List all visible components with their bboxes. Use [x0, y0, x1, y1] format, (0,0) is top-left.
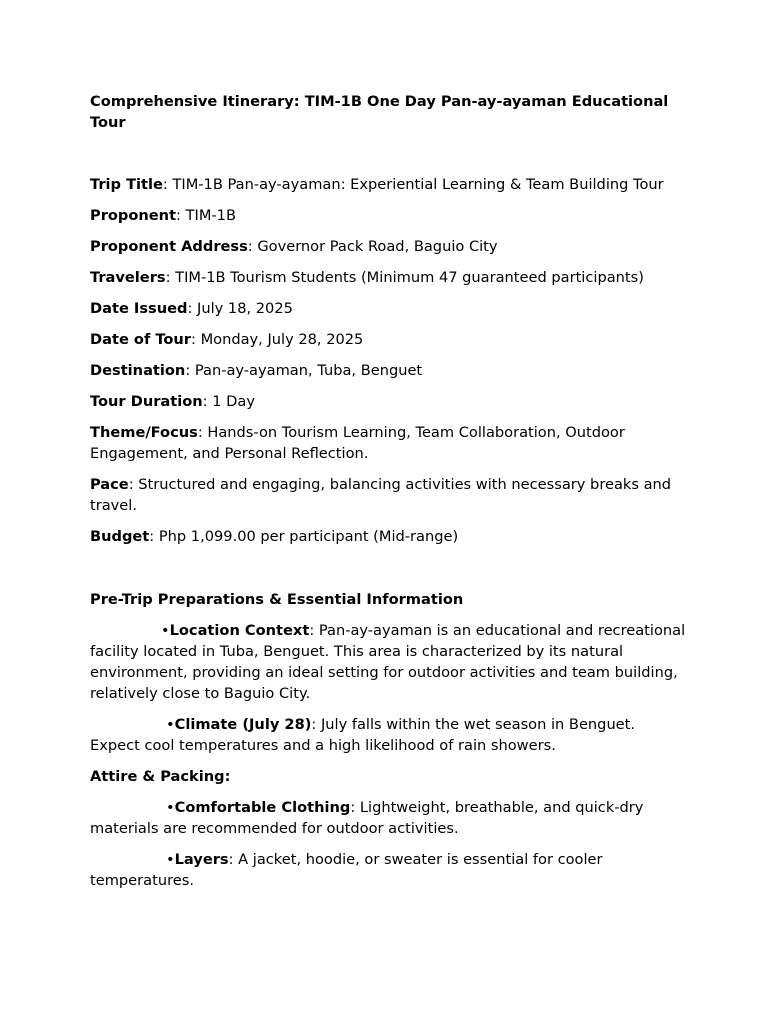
bullet-label: Comfortable Clothing: [174, 799, 351, 816]
field-label: Travelers: [90, 269, 166, 286]
field-proponent: [90, 205, 686, 226]
field-value: : TIM-1B Pan-ay-ayaman: Experiential Learning & Team Building Tour: [162, 176, 664, 193]
field-label: Date of Tour: [90, 331, 192, 348]
field-theme-focus: [90, 422, 686, 464]
field-tour-duration: [90, 391, 686, 412]
field-travelers: [90, 267, 686, 288]
bullet-marker: •: [166, 799, 175, 816]
field-value: : Monday, July 28, 2025: [191, 331, 364, 348]
bullet-climate: [90, 714, 686, 756]
field-label: Theme/Focus: [90, 424, 198, 441]
field-label: Tour Duration: [90, 393, 203, 410]
field-label: Budget: [90, 528, 150, 545]
attire-heading: Attire & Packing:: [90, 768, 231, 785]
bullet-layers: [90, 849, 686, 891]
field-label: Pace: [90, 476, 129, 493]
field-value: : July 18, 2025: [187, 300, 293, 317]
field-trip-title: [90, 174, 686, 195]
field-value: : 1 Day: [202, 393, 255, 410]
bullet-text: : July falls within the wet season in Benguet. Expect cool temperatures and a high likelihood of rain showers.: [90, 716, 636, 754]
field-value: : Hands-on Tourism Learning, Team Collaboration, Outdoor Engagement, and Personal Reflection.: [90, 424, 625, 462]
field-date-issued: [90, 298, 686, 319]
field-label: Trip Title: [90, 176, 163, 193]
bullet-location-context: [90, 620, 686, 704]
section-heading-pre-trip: Pre-Trip Preparations & Essential Information: [90, 591, 464, 608]
field-value: : Php 1,099.00 per participant (Mid-range): [149, 528, 459, 545]
bullet-text: : A jacket, hoodie, or sweater is essential for cooler temperatures.: [90, 851, 603, 889]
bullet-marker: •: [166, 716, 175, 733]
field-label: Date Issued: [90, 300, 188, 317]
field-budget: [90, 526, 686, 547]
bullet-comfortable-clothing: [90, 797, 686, 839]
field-pace: [90, 474, 686, 516]
bullet-label: Climate (July 28): [174, 716, 312, 733]
document-page: [90, 91, 686, 901]
field-label: Proponent: [90, 207, 177, 224]
document-title: Comprehensive Itinerary: TIM-1B One Day Pan-ay-ayaman Educational Tour: [90, 93, 669, 131]
field-date-of-tour: [90, 329, 686, 350]
bullet-marker: •: [161, 622, 170, 639]
field-value: : Structured and engaging, balancing activities with necessary breaks and travel.: [90, 476, 672, 514]
bullet-label: Layers: [174, 851, 229, 868]
field-value: : Pan-ay-ayaman, Tuba, Benguet: [185, 362, 423, 379]
bullet-label: Location Context: [169, 622, 310, 639]
field-label: Proponent Address: [90, 238, 248, 255]
field-destination: [90, 360, 686, 381]
bullet-text: : Pan-ay-ayaman is an educational and recreational facility located in Tuba, Benguet. This area is characterized by its natural environment, providing an ideal setting for outdoor activities and team building, relatively close to Baguio City.: [90, 622, 686, 702]
field-proponent-address: [90, 236, 686, 257]
field-value: : Governor Pack Road, Baguio City: [247, 238, 498, 255]
field-value: : TIM-1B Tourism Students (Minimum 47 guaranteed participants): [165, 269, 644, 286]
bullet-text: : Lightweight, breathable, and quick-dry materials are recommended for outdoor activities.: [90, 799, 644, 837]
field-value: : TIM-1B: [176, 207, 236, 224]
field-label: Destination: [90, 362, 186, 379]
bullet-marker: •: [166, 851, 175, 868]
